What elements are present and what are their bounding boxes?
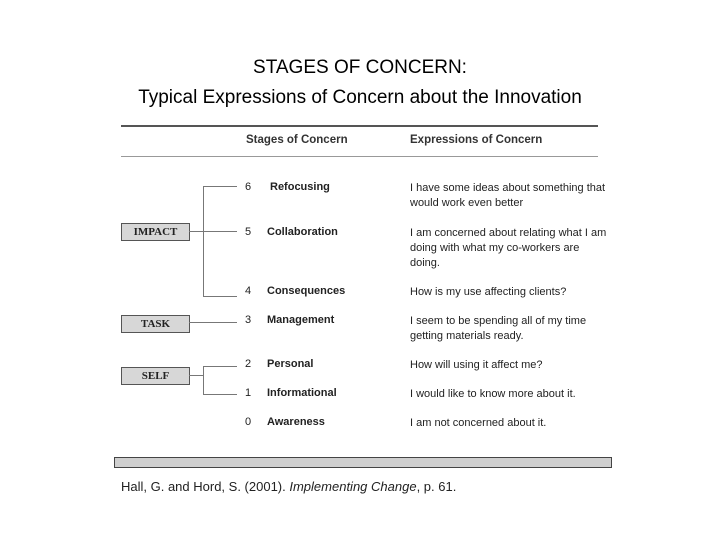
stage-expression: I would like to know more about it. bbox=[410, 388, 576, 400]
stage-number: 5 bbox=[244, 226, 252, 238]
group-self-label: SELF bbox=[121, 367, 190, 385]
stage-number: 3 bbox=[244, 314, 252, 326]
citation-page: , p. 61. bbox=[416, 479, 457, 494]
self-bracket bbox=[203, 366, 204, 394]
stage-number: 2 bbox=[244, 358, 252, 370]
stage-name: Informational bbox=[267, 387, 337, 399]
stage-name: Collaboration bbox=[267, 226, 338, 238]
header-rule bbox=[121, 156, 598, 157]
stage-expression: I am not concerned about it. bbox=[410, 417, 547, 429]
stage-number: 6 bbox=[244, 181, 252, 193]
stage-name: Personal bbox=[267, 358, 314, 370]
self-connector bbox=[189, 375, 203, 376]
self-branch-2 bbox=[203, 366, 237, 367]
citation-authors: Hall, G. and Hord, S. (2001). bbox=[121, 479, 290, 494]
impact-branch-5 bbox=[203, 231, 237, 232]
group-task-label: TASK bbox=[121, 315, 190, 333]
slide-title: STAGES OF CONCERN: bbox=[253, 57, 467, 78]
figure-bottom-bar bbox=[114, 457, 612, 468]
task-connector bbox=[189, 322, 237, 323]
stage-expression: I am concerned about relating what I am doing with what my co-workers are doing. bbox=[410, 227, 607, 269]
impact-bracket bbox=[203, 186, 204, 296]
citation-book-title: Implementing Change bbox=[289, 479, 417, 494]
impact-branch-4 bbox=[203, 296, 237, 297]
header-expressions: Expressions of Concern bbox=[410, 134, 543, 146]
stage-name: Refocusing bbox=[270, 181, 330, 193]
self-branch-1 bbox=[203, 394, 237, 395]
stage-name: Awareness bbox=[267, 416, 325, 428]
stage-name: Management bbox=[267, 314, 335, 326]
group-impact-label: IMPACT bbox=[121, 223, 190, 241]
stage-expression: I seem to be spending all of my time getting materials ready. bbox=[410, 315, 587, 342]
stage-number: 1 bbox=[244, 387, 252, 399]
stage-expression: I have some ideas about something that would work even better bbox=[410, 182, 606, 209]
table-top-rule bbox=[121, 125, 598, 127]
impact-connector bbox=[189, 231, 203, 232]
slide-subtitle: Typical Expressions of Concern about the Innovation bbox=[138, 87, 582, 108]
stage-name: Consequences bbox=[267, 285, 346, 297]
stage-expression: How is my use affecting clients? bbox=[410, 286, 567, 298]
impact-branch-6 bbox=[203, 186, 237, 187]
stage-number: 4 bbox=[244, 285, 252, 297]
stage-expression: How will using it affect me? bbox=[410, 359, 543, 371]
stage-number: 0 bbox=[244, 416, 252, 428]
header-stages: Stages of Concern bbox=[246, 134, 348, 146]
citation bbox=[121, 479, 456, 494]
